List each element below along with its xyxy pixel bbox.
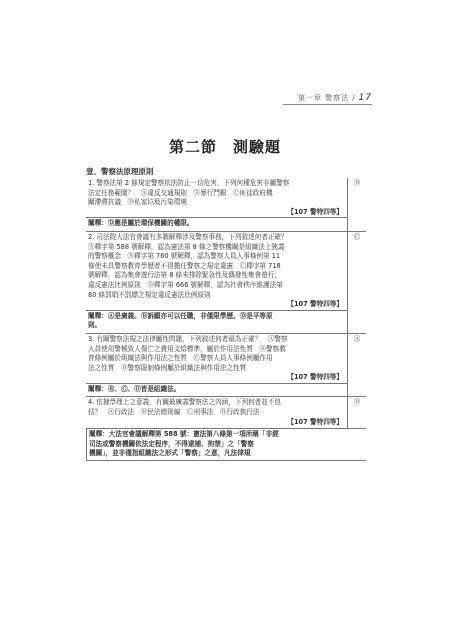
explanation-box (86, 428, 366, 461)
answer-cell: Ⓐ (353, 334, 361, 343)
question-line: 80 條罰娼不罰嫖之規定違反憲法比例原則 (88, 290, 211, 299)
question-table (86, 178, 366, 461)
question-body (86, 178, 348, 231)
exam-tag: 【107 警特四等】 (287, 373, 343, 382)
question-body (86, 232, 348, 333)
question-body (86, 397, 348, 428)
question-line: 法定任務範圍？ Ⓐ違反交通規則 Ⓑ暴行鬥毆 Ⓒ匪徒政府機 (88, 188, 273, 197)
section-title: 第二節 測驗題 (168, 138, 281, 156)
question-row (86, 334, 366, 398)
question-line: 關滯滯抗議 Ⓓ私家垃圾污染環境 (88, 198, 187, 207)
subsection-heading: 壹、警察法原理原則 (86, 167, 154, 176)
question-line: 違反憲法比例原則 Ⓓ釋字第 666 號解釋，認為社會秩序維護法第 (88, 280, 283, 289)
answer-cell: Ⓑ (353, 398, 361, 407)
question-line: Ⓐ釋字第 588 號解釋，認為憲法第 8 條之警察機關是組織法上狹義 (88, 242, 285, 251)
question-line: 法之性質 Ⓓ警察服制條例屬於組織法與作用法之性質 (88, 363, 247, 372)
question-row (86, 232, 366, 334)
explanation-line: 闡釋：Ⓑ、Ⓒ、Ⓓ皆是組織法。 (88, 384, 181, 393)
question-line: 育條例屬於組織法與作用法之性質 Ⓒ警察人員人事條例屬作用 (88, 354, 273, 363)
exam-tag: 【107 警特四等】 (287, 417, 343, 426)
question-line: 括？ Ⓐ行政法 Ⓑ民法總則編 Ⓒ刑事法 Ⓓ行政執行法 (88, 408, 260, 417)
exam-tag: 【107 警特四等】 (287, 207, 343, 216)
question-line: 4. 依據學理上之意義，有關最廣義警察法之內涵，下列何者並不包 (88, 398, 282, 407)
question-body (86, 334, 348, 397)
page-number: 17 (358, 93, 372, 103)
question-line: 條使未具警察教育學歷者不得擔任警察之規定違憲 Ⓒ釋字第 718 (88, 261, 281, 270)
chapter-label: 第一章 警察法 (297, 94, 350, 102)
explanation-line: 司法或警察機關依法定程序，不得逮捕、拘禁」之「警察 (89, 439, 254, 448)
question-line: 2. 司法院大法官會議有多號解釋涉及警察事務，下列敘述何者正確？ (88, 232, 288, 241)
header-rule (283, 104, 372, 105)
question-line: 1. 警察法第 2 條規定警察依法防止一切危害，下列何種危害非屬警察 (88, 179, 290, 187)
question-line: 人員使用警械致人傷亡之費用支給標準，屬於作用法性質 Ⓑ警察教 (88, 344, 286, 353)
explanation-line: 闡釋：Ⓐ是廣義。Ⓑ訴願亦可以任職，非僅限學歷。Ⓓ是平等原 (88, 311, 273, 320)
question-row (86, 178, 366, 232)
answer-cell: Ⓒ (353, 232, 361, 241)
running-header: 第一章 警察法 / 17 (297, 93, 372, 103)
question-row (86, 397, 366, 428)
explanation-line: 機關」，並非僅指組織法之形式「警察」之意，凡法律規 (89, 449, 251, 458)
explanation-line: 則。 (88, 321, 102, 330)
explanation-line: 闡釋：大法官會議解釋第 588 號：憲法第八條第一項所稱「非經 (89, 430, 279, 439)
answer-cell: Ⓓ (353, 179, 361, 187)
exam-tag: 【107 警特四等】 (287, 300, 343, 309)
question-line: 的警察概念 Ⓑ釋字第 760 號解釋，認為警察人員人事條例第 11 (88, 252, 281, 261)
question-line: 3. 有關警察法規之法律屬性問題，下列敘述何者最為正確？ Ⓐ警察 (88, 334, 288, 343)
question-line: 號解釋，認為集會遊行法第 8 條未排除緊急性及偶發性集會遊行， (88, 271, 282, 280)
explanation-line: 闡釋：Ⓓ應是屬於環保機關的權限。 (88, 219, 194, 228)
